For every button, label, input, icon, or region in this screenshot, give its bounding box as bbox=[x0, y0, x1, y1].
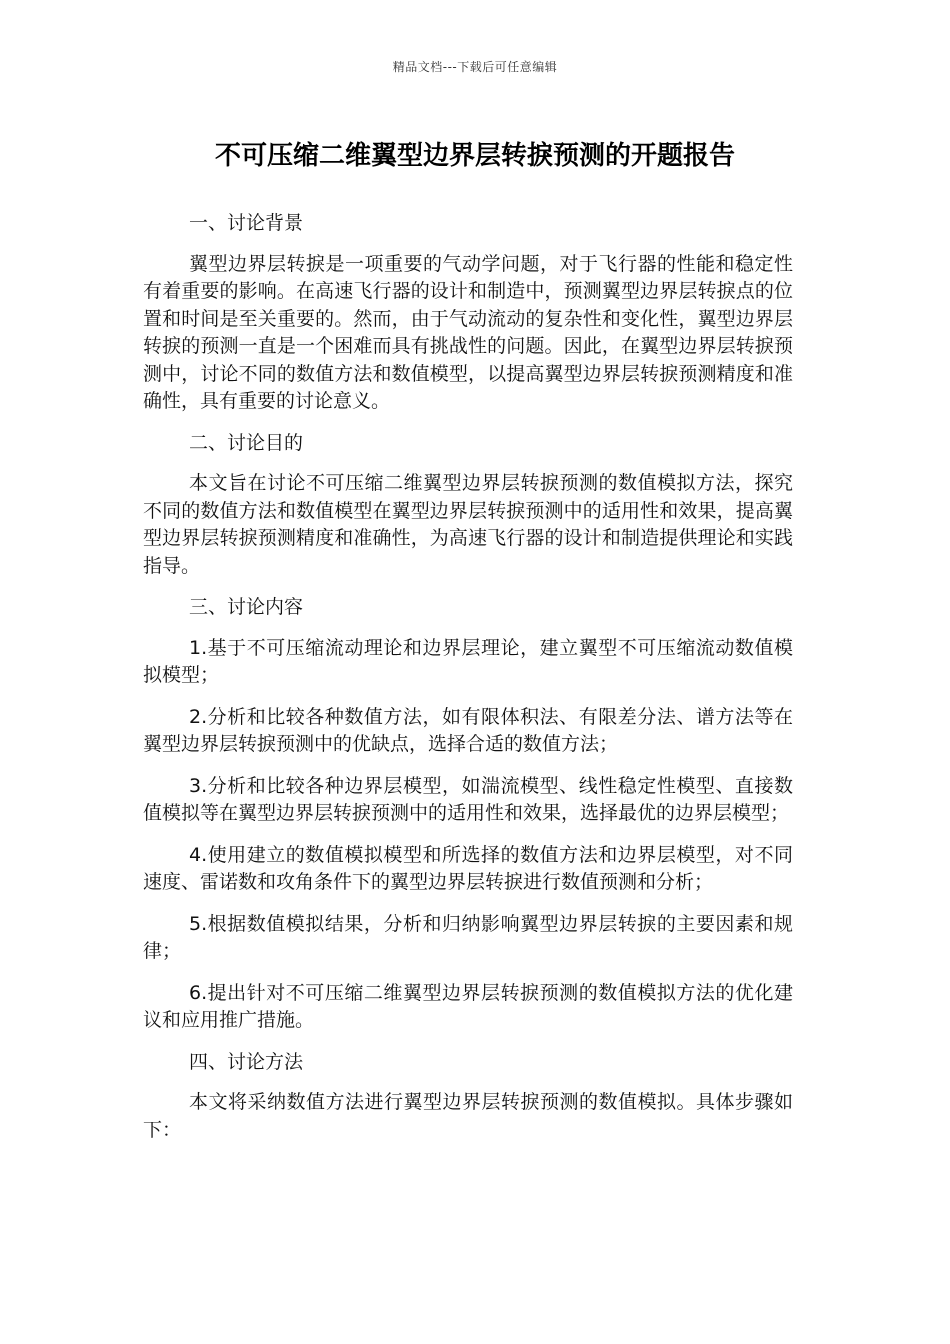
content-item-1: 1.基于不可压缩流动理论和边界层理论，建立翼型不可压缩流动数值模拟模型； bbox=[143, 636, 793, 686]
content-item-3: 3.分析和比较各种边界层模型，如湍流模型、线性稳定性模型、直接数值模拟等在翼型边界层转捩预测中的适用性和效果，选择最优的边界层模型； bbox=[143, 774, 793, 824]
document-body bbox=[143, 210, 793, 1144]
document-title: 不可压缩二维翼型边界层转捩预测的开题报告 bbox=[214, 141, 735, 171]
section-heading-purpose: 二、讨论目的 bbox=[189, 431, 304, 454]
section-heading-method: 四、讨论方法 bbox=[189, 1050, 304, 1073]
content-item-5: 5.根据数值模拟结果，分析和归纳影响翼型边界层转捩的主要因素和规律； bbox=[143, 912, 793, 962]
section-heading-content: 三、讨论内容 bbox=[189, 596, 304, 618]
content-item-2: 2.分析和比较各种数值方法，如有限体积法、有限差分法、谱方法等在翼型边界层转捩预测中的优缺点，选择合适的数值方法； bbox=[143, 705, 793, 755]
section-heading-background: 一、讨论背景 bbox=[189, 212, 304, 234]
method-paragraph: 本文将采纳数值方法进行翼型边界层转捩预测的数值模拟。具体步骤如下： bbox=[143, 1091, 793, 1141]
content-item-6: 6.提出针对不可压缩二维翼型边界层转捩预测的数值模拟方法的优化建议和应用推广措施。 bbox=[143, 981, 793, 1031]
content-item-4: 4.使用建立的数值模拟模型和所选择的数值方法和边界层模型，对不同速度、雷诺数和攻角条件下的翼型边界层转捩进行数值预测和分析； bbox=[143, 843, 793, 893]
background-paragraph: 翼型边界层转捩是一项重要的气动学问题，对于飞行器的性能和稳定性有着重要的影响。在高速飞行器的设计和制造中，预测翼型边界层转捩点的位置和时间是至关重要的。然而，由于气动流动的复杂性和变化性，翼型边界层转捩的预测一直是一个困难而具有挑战性的问题。因此，在翼型边界层转捩预测中，讨论不同的数值方法和数值模型，以提高翼型边界层转捩预测精度和准确性，具有重要的讨论意义。 bbox=[143, 252, 793, 412]
page-header-note: 精品文档---下载后可任意编辑 bbox=[392, 60, 558, 74]
purpose-paragraph: 本文旨在讨论不可压缩二维翼型边界层转捩预测的数值模拟方法，探究不同的数值方法和数值模型在翼型边界层转捩预测中的适用性和效果，提高翼型边界层转捩预测精度和准确性，为高速飞行器的设计和制造提供理论和实践指导。 bbox=[143, 472, 793, 577]
